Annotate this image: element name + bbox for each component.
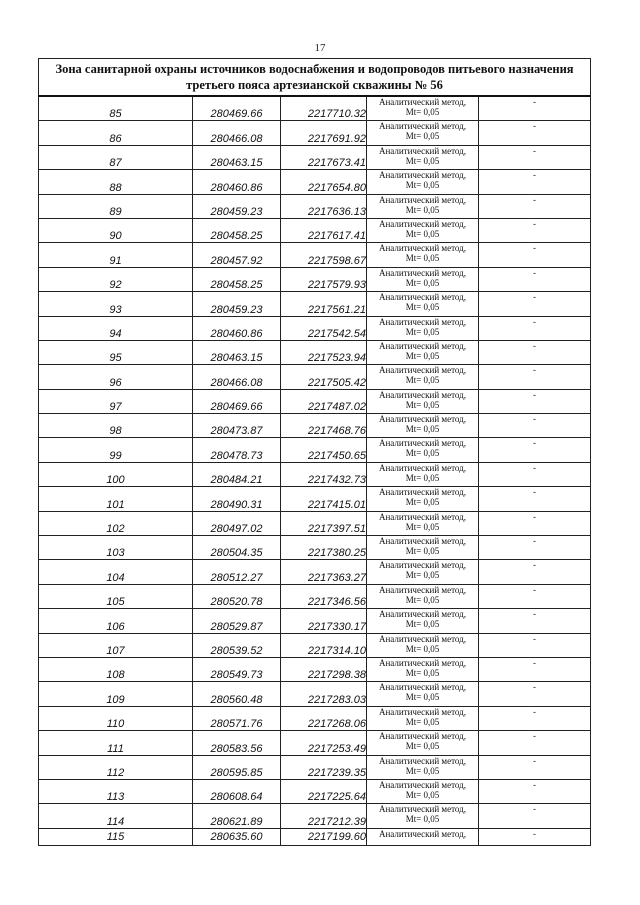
coordinate-x: 280595.85 [193, 755, 281, 779]
coordinate-y: 2217579.93 [281, 267, 367, 291]
method-cell [367, 121, 479, 145]
table-row [39, 389, 591, 413]
point-number: 106 [39, 609, 193, 633]
method-cell [367, 96, 479, 121]
coordinate-x: 280560.48 [193, 682, 281, 706]
accuracy-text: Mt= 0,05 [405, 180, 440, 191]
coordinate-x: 280459.23 [193, 194, 281, 218]
table-body [39, 59, 591, 846]
note-cell: - [479, 779, 591, 803]
point-number: 99 [39, 438, 193, 462]
method-cell [367, 170, 479, 194]
table-row [39, 804, 591, 828]
note-cell: - [479, 609, 591, 633]
coordinate-y: 2217673.41 [281, 145, 367, 169]
note-cell: - [479, 682, 591, 706]
note-cell: - [479, 316, 591, 340]
method-text: Аналитический метод, [378, 462, 467, 473]
accuracy-text: Mt= 0,05 [405, 716, 440, 727]
point-number: 113 [39, 779, 193, 803]
coordinate-x: 280497.02 [193, 511, 281, 535]
method-cell [367, 584, 479, 608]
table-row [39, 828, 591, 845]
accuracy-text: Mt= 0,05 [405, 546, 440, 557]
coordinate-y: 2217598.67 [281, 243, 367, 267]
method-text: Аналитический метод, [378, 657, 467, 668]
coordinate-y: 2217691.92 [281, 121, 367, 145]
point-number: 111 [39, 731, 193, 755]
note-cell: - [479, 389, 591, 413]
method-cell [367, 145, 479, 169]
table-row [39, 511, 591, 535]
note-cell: - [479, 462, 591, 486]
coordinate-y: 2217199.60 [281, 828, 367, 845]
point-number: 85 [39, 96, 193, 121]
method-text: Аналитический метод, [378, 267, 467, 278]
coordinate-y: 2217710.32 [281, 96, 367, 121]
note-cell: - [479, 170, 591, 194]
note-cell: - [479, 96, 591, 121]
table-row [39, 96, 591, 121]
method-cell [367, 414, 479, 438]
point-number: 96 [39, 365, 193, 389]
coordinate-y: 2217432.73 [281, 462, 367, 486]
accuracy-text: Mt= 0,05 [405, 619, 440, 630]
coordinate-x: 280504.35 [193, 536, 281, 560]
note-cell: - [479, 706, 591, 730]
method-text: Аналитический метод, [378, 682, 467, 693]
method-cell [367, 438, 479, 462]
coordinate-y: 2217314.10 [281, 633, 367, 657]
method-cell [367, 292, 479, 316]
method-text: Аналитический метод, [378, 145, 467, 156]
table-row [39, 365, 591, 389]
point-number: 89 [39, 194, 193, 218]
page-number: 17 [314, 42, 326, 54]
note-cell: - [479, 487, 591, 511]
method-cell [367, 389, 479, 413]
method-text: Аналитический метод, [378, 755, 467, 766]
table-row [39, 682, 591, 706]
accuracy-text: Mt= 0,05 [405, 692, 440, 703]
table-row [39, 609, 591, 633]
point-number: 95 [39, 340, 193, 364]
method-text: Аналитический метод, [378, 438, 467, 449]
method-cell [367, 536, 479, 560]
method-cell [367, 633, 479, 657]
coordinate-x: 280463.15 [193, 340, 281, 364]
point-number: 97 [39, 389, 193, 413]
table-row [39, 633, 591, 657]
accuracy-text: Mt= 0,05 [405, 253, 440, 264]
table-row [39, 121, 591, 145]
coordinate-y: 2217298.38 [281, 657, 367, 681]
method-text: Аналитический метод, [378, 316, 467, 327]
table-row [39, 755, 591, 779]
coordinate-y: 2217542.54 [281, 316, 367, 340]
table-row [39, 584, 591, 608]
coordinate-y: 2217561.21 [281, 292, 367, 316]
point-number: 93 [39, 292, 193, 316]
coordinate-x: 280571.76 [193, 706, 281, 730]
table-row [39, 779, 591, 803]
method-cell [367, 657, 479, 681]
table-title-line-2: третьего пояса артезианской скважины № 56 [186, 78, 443, 92]
coordinate-y: 2217450.65 [281, 438, 367, 462]
note-cell: - [479, 633, 591, 657]
note-cell: - [479, 438, 591, 462]
method-cell [367, 609, 479, 633]
coordinate-y: 2217283.03 [281, 682, 367, 706]
note-cell: - [479, 121, 591, 145]
point-number: 112 [39, 755, 193, 779]
point-number: 104 [39, 560, 193, 584]
coordinate-y: 2217617.41 [281, 218, 367, 242]
table-row [39, 560, 591, 584]
coordinate-y: 2217239.35 [281, 755, 367, 779]
method-cell [367, 731, 479, 755]
method-cell [367, 682, 479, 706]
method-text: Аналитический метод, [378, 584, 467, 595]
accuracy-text: Mt= 0,05 [405, 326, 440, 337]
point-number: 88 [39, 170, 193, 194]
note-cell: - [479, 340, 591, 364]
coordinate-x: 280583.56 [193, 731, 281, 755]
method-text: Аналитический метод, [378, 170, 467, 181]
point-number: 102 [39, 511, 193, 535]
accuracy-text: Mt= 0,05 [405, 155, 440, 166]
point-number: 92 [39, 267, 193, 291]
method-text: Аналитический метод, [378, 487, 467, 498]
method-text: Аналитический метод, [378, 779, 467, 790]
coordinate-x: 280549.73 [193, 657, 281, 681]
coordinate-x: 280608.64 [193, 779, 281, 803]
note-cell: - [479, 804, 591, 828]
point-number: 107 [39, 633, 193, 657]
point-number: 103 [39, 536, 193, 560]
accuracy-text: Mt= 0,05 [405, 497, 440, 508]
method-cell [367, 267, 479, 291]
method-cell [367, 779, 479, 803]
accuracy-text: Mt= 0,05 [405, 375, 440, 386]
method-text: Аналитический метод, [378, 243, 467, 254]
accuracy-text: Mt= 0,05 [405, 448, 440, 459]
method-text: Аналитический метод, [378, 706, 467, 717]
point-number: 105 [39, 584, 193, 608]
method-text: Аналитический метод, [378, 828, 467, 839]
method-cell [367, 706, 479, 730]
accuracy-text: Mt= 0,05 [405, 204, 440, 215]
table-row [39, 194, 591, 218]
point-number: 90 [39, 218, 193, 242]
table-row [39, 340, 591, 364]
method-text: Аналитический метод, [378, 731, 467, 742]
coordinate-x: 280457.92 [193, 243, 281, 267]
table-row [39, 243, 591, 267]
point-number: 101 [39, 487, 193, 511]
note-cell: - [479, 292, 591, 316]
coordinate-y: 2217415.01 [281, 487, 367, 511]
method-cell [367, 511, 479, 535]
point-number: 86 [39, 121, 193, 145]
table-row [39, 316, 591, 340]
method-cell [367, 218, 479, 242]
table-row [39, 536, 591, 560]
method-cell [367, 365, 479, 389]
method-cell [367, 316, 479, 340]
method-text: Аналитический метод, [378, 121, 467, 132]
accuracy-text: Mt= 0,05 [405, 302, 440, 313]
table-row [39, 462, 591, 486]
accuracy-text: Mt= 0,05 [405, 521, 440, 532]
method-text: Аналитический метод, [378, 536, 467, 547]
note-cell: - [479, 267, 591, 291]
coordinate-x: 280635.60 [193, 828, 281, 845]
accuracy-text: Mt= 0,05 [405, 350, 440, 361]
table-row [39, 170, 591, 194]
accuracy-text: Mt= 0,05 [405, 643, 440, 654]
coordinate-x: 280469.66 [193, 389, 281, 413]
point-number: 87 [39, 145, 193, 169]
coordinate-x: 280473.87 [193, 414, 281, 438]
coordinate-x: 280459.23 [193, 292, 281, 316]
note-cell: - [479, 414, 591, 438]
note-cell: - [479, 536, 591, 560]
method-cell [367, 828, 479, 845]
point-number: 114 [39, 804, 193, 828]
table-row [39, 145, 591, 169]
accuracy-text: Mt= 0,05 [405, 131, 440, 142]
coordinate-y: 2217397.51 [281, 511, 367, 535]
accuracy-text: Mt= 0,05 [405, 814, 440, 825]
table-row [39, 267, 591, 291]
note-cell: - [479, 584, 591, 608]
coordinate-x: 280478.73 [193, 438, 281, 462]
accuracy-text: Mt= 0,05 [405, 472, 440, 483]
table-row [39, 657, 591, 681]
accuracy-text: Mt= 0,05 [405, 424, 440, 435]
method-text: Аналитический метод, [378, 194, 467, 205]
accuracy-text: Mt= 0,05 [405, 789, 440, 800]
coordinate-y: 2217636.13 [281, 194, 367, 218]
point-number: 98 [39, 414, 193, 438]
coordinate-x: 280484.21 [193, 462, 281, 486]
method-cell [367, 243, 479, 267]
table-row [39, 414, 591, 438]
note-cell: - [479, 365, 591, 389]
method-cell [367, 804, 479, 828]
table-row [39, 292, 591, 316]
method-text: Аналитический метод, [378, 804, 467, 815]
coordinate-x: 280469.66 [193, 96, 281, 121]
table-title-row [39, 59, 591, 97]
method-text: Аналитический метод, [378, 633, 467, 644]
coordinate-y: 2217330.17 [281, 609, 367, 633]
method-text: Аналитический метод, [378, 389, 467, 400]
note-cell: - [479, 731, 591, 755]
coordinate-y: 2217225.64 [281, 779, 367, 803]
coordinate-y: 2217654.80 [281, 170, 367, 194]
point-number: 115 [39, 828, 193, 845]
point-number: 108 [39, 657, 193, 681]
method-text: Аналитический метод, [378, 414, 467, 425]
point-number: 94 [39, 316, 193, 340]
method-cell [367, 755, 479, 779]
table-row [39, 706, 591, 730]
coordinate-y: 2217346.56 [281, 584, 367, 608]
table-title [39, 59, 591, 97]
coordinate-y: 2217468.76 [281, 414, 367, 438]
table-row [39, 438, 591, 462]
coordinate-x: 280460.86 [193, 170, 281, 194]
coordinate-y: 2217363.27 [281, 560, 367, 584]
method-cell [367, 194, 479, 218]
coordinate-y: 2217487.02 [281, 389, 367, 413]
coordinate-y: 2217253.49 [281, 731, 367, 755]
coordinate-x: 280529.87 [193, 609, 281, 633]
coordinate-x: 280539.52 [193, 633, 281, 657]
method-text: Аналитический метод, [378, 292, 467, 303]
coordinate-y: 2217268.06 [281, 706, 367, 730]
method-cell [367, 462, 479, 486]
coordinates-table [38, 58, 591, 846]
note-cell: - [479, 657, 591, 681]
coordinate-x: 280512.27 [193, 560, 281, 584]
note-cell: - [479, 218, 591, 242]
accuracy-text: Mt= 0,05 [405, 667, 440, 678]
accuracy-text: Mt= 0,05 [405, 741, 440, 752]
coordinate-x: 280466.08 [193, 365, 281, 389]
accuracy-text: Mt= 0,05 [405, 594, 440, 605]
coordinate-y: 2217380.25 [281, 536, 367, 560]
accuracy-text: Mt= 0,05 [405, 107, 440, 117]
method-text: Аналитический метод, [378, 340, 467, 351]
note-cell: - [479, 243, 591, 267]
method-text: Аналитический метод, [378, 97, 467, 107]
method-cell [367, 340, 479, 364]
method-cell [367, 560, 479, 584]
method-text: Аналитический метод, [378, 511, 467, 522]
note-cell: - [479, 560, 591, 584]
accuracy-text: Mt= 0,05 [405, 399, 440, 410]
coordinate-x: 280463.15 [193, 145, 281, 169]
coordinate-y: 2217523.94 [281, 340, 367, 364]
note-cell: - [479, 194, 591, 218]
coordinate-x: 280621.89 [193, 804, 281, 828]
coordinate-x: 280466.08 [193, 121, 281, 145]
coordinate-x: 280458.25 [193, 218, 281, 242]
coordinate-x: 280458.25 [193, 267, 281, 291]
coordinate-x: 280520.78 [193, 584, 281, 608]
method-cell [367, 487, 479, 511]
note-cell: - [479, 828, 591, 845]
coordinate-x: 280490.31 [193, 487, 281, 511]
accuracy-text: Mt= 0,05 [405, 570, 440, 581]
coordinate-y: 2217212.39 [281, 804, 367, 828]
method-text: Аналитический метод, [378, 609, 467, 620]
note-cell: - [479, 755, 591, 779]
table-row [39, 218, 591, 242]
table-title-line-1: Зона санитарной охраны источников водоснабжения и водопроводов питьевого назначения [55, 62, 574, 76]
method-text: Аналитический метод, [378, 365, 467, 376]
method-text: Аналитический метод, [378, 218, 467, 229]
accuracy-text: Mt= 0,05 [405, 765, 440, 776]
coordinate-x: 280460.86 [193, 316, 281, 340]
method-text: Аналитический метод, [378, 560, 467, 571]
point-number: 91 [39, 243, 193, 267]
accuracy-text: Mt= 0,05 [405, 228, 440, 239]
note-cell: - [479, 511, 591, 535]
table-row [39, 487, 591, 511]
point-number: 109 [39, 682, 193, 706]
point-number: 100 [39, 462, 193, 486]
point-number: 110 [39, 706, 193, 730]
coordinate-y: 2217505.42 [281, 365, 367, 389]
note-cell: - [479, 145, 591, 169]
table-row [39, 731, 591, 755]
accuracy-text: Mt= 0,05 [405, 277, 440, 288]
